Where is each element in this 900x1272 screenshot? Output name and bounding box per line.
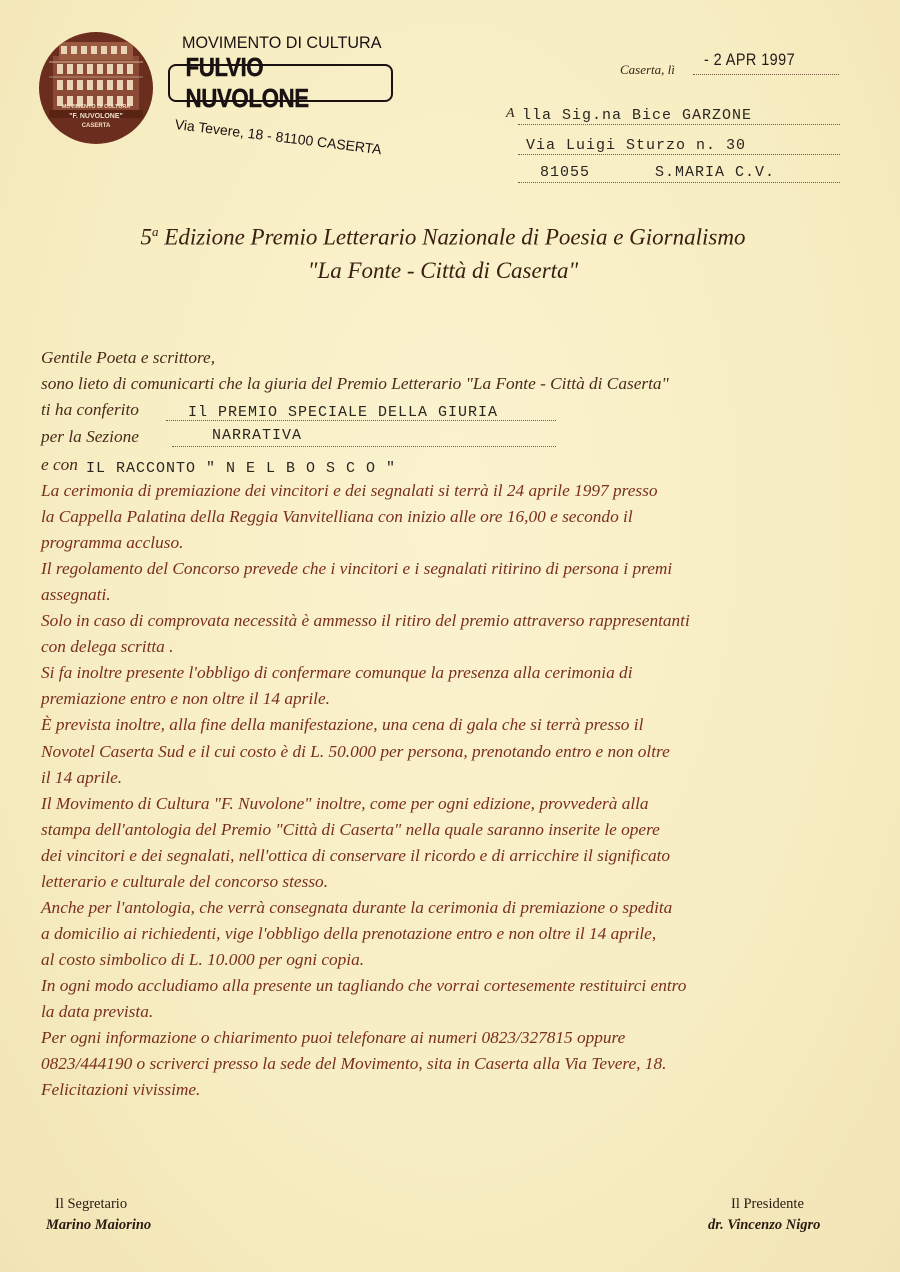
conferito-label: ti ha conferito (41, 400, 139, 419)
body-line: In ogni modo accludiamo alla presente un tagliando che vorrai cortesemente restituirci entro (41, 975, 687, 995)
sezione-label: per la Sezione (41, 427, 139, 446)
president-role: Il Presidente (731, 1196, 804, 1212)
sezione-value: NARRATIVA (212, 427, 303, 444)
org-address: Via Tevere, 18 - 81100 CASERTA (174, 116, 383, 158)
body-line: il 14 aprile. (41, 767, 123, 787)
greeting: Gentile Poeta e scrittore, (41, 348, 216, 367)
secretary-name: Marino Maiorino (46, 1217, 152, 1233)
seal-line1: MOVIMENTO DI CULTURA (61, 104, 131, 110)
sezione-rule (172, 446, 556, 447)
con-value: IL RACCONTO " N E L B O S C O " (86, 460, 397, 477)
title-rest: Edizione Premio Letterario Nazionale di Poesia e Giornalismo (158, 224, 746, 250)
recipient-line3-rule (518, 182, 840, 183)
seal-line3: CASERTA (81, 123, 111, 129)
body-line: 0823/444190 o scriverci presso la sede del Movimento, sita in Caserta alla Via Tevere, 18. (41, 1054, 667, 1074)
body-line: Si fa inoltre presente l'obbligo di confermare comunque la presenza alla cerimonia di (41, 663, 633, 683)
logo-seal (39, 32, 153, 144)
recipient-city: S.MARIA C.V. (655, 164, 776, 181)
body-line: con delega scritta . (41, 637, 174, 657)
body-line: assegnati. (41, 585, 111, 605)
body-line: dei vincitori e dei segnalati, nell'ottica di conservare il ricordo e di arricchire il significato (41, 845, 671, 865)
body-line: Il Movimento di Cultura "F. Nuvolone" inoltre, come per ogni edizione, provvederà alla (41, 793, 649, 813)
body-line: È prevista inoltre, alla fine della manifestazione, una cena di gala che si terrà presso il (41, 715, 644, 735)
body-line: Il regolamento del Concorso prevede che i vincitori e i segnalati ritirino di persona i premi (41, 559, 673, 579)
conferito-value: Il PREMIO SPECIALE DELLA GIURIA (188, 404, 499, 421)
title-number: 5 (140, 224, 153, 250)
org-name: FULVIO NUVOLONE (185, 52, 309, 113)
body-line: Novotel Caserta Sud e il cui costo è di L. 50.000 per persona, prenotando entro e non oltre (41, 741, 670, 761)
body-line: programma accluso. (41, 533, 184, 553)
body-line: a domicilio ai richiedenti, vige l'obbligo della prenotazione entro e non oltre il 14 aprile, (41, 923, 657, 943)
title-superscript: a (152, 224, 159, 239)
seal-line2: "F. NUVOLONE" (69, 113, 123, 120)
body-line: Solo in caso di comprovata necessità è ammesso il ritiro del premio attraverso rappresentanti (41, 611, 690, 631)
date-label: Caserta, lì (620, 62, 675, 77)
recipient-prefix: A (506, 106, 515, 121)
body-line: stampa dell'antologia del Premio "Città di Caserta" nella quale saranno inserite le opere (41, 819, 660, 839)
body-line: la data prevista. (41, 1002, 154, 1021)
intro-line: sono lieto di comunicarti che la giuria del Premio Letterario "La Fonte - Città di Caserta" (41, 374, 669, 393)
body-line: premiazione entro e non oltre il 14 aprile. (41, 689, 330, 709)
recipient-line2-rule (518, 154, 840, 155)
recipient-line2: Via Luigi Sturzo n. 30 (526, 137, 747, 154)
brand-box (168, 52, 393, 113)
body-line: Felicitazioni vivissime. (41, 1080, 201, 1100)
date-stamp: - 2 APR 1997 (704, 50, 796, 69)
org-top-label: MOVIMENTO DI CULTURA (182, 33, 382, 52)
body-line: Anche per l'antologia, che verrà consegnata durante la cerimonia di premiazione o spedita (41, 897, 673, 917)
body-line: al costo simbolico di L. 10.000 per ogni copia. (41, 949, 365, 969)
date-line (693, 74, 839, 75)
recipient-cap: 81055 (540, 164, 591, 181)
body-line: Per ogni informazione o chiarimento puoi telefonare ai numeri 0823/327815 oppure (41, 1028, 626, 1048)
recipient-line1-rule (518, 124, 840, 125)
recipient-line1: lla Sig.na Bice GARZONE (522, 107, 753, 124)
con-label: e con (41, 455, 78, 474)
president-name: dr. Vincenzo Nigro (708, 1217, 821, 1233)
body-line: La cerimonia di premiazione dei vincitori e dei segnalati si terrà il 24 aprile 1997 presso (41, 481, 658, 500)
title-edition (0, 224, 886, 251)
secretary-role: Il Segretario (55, 1196, 128, 1212)
body-line: letterario e culturale del concorso stesso. (41, 871, 329, 891)
title-prize-name: "La Fonte - Città di Caserta" (307, 258, 579, 283)
body-line: la Cappella Palatina della Reggia Vanvitelliana con inizio alle ore 16,00 e secondo il (41, 507, 633, 527)
